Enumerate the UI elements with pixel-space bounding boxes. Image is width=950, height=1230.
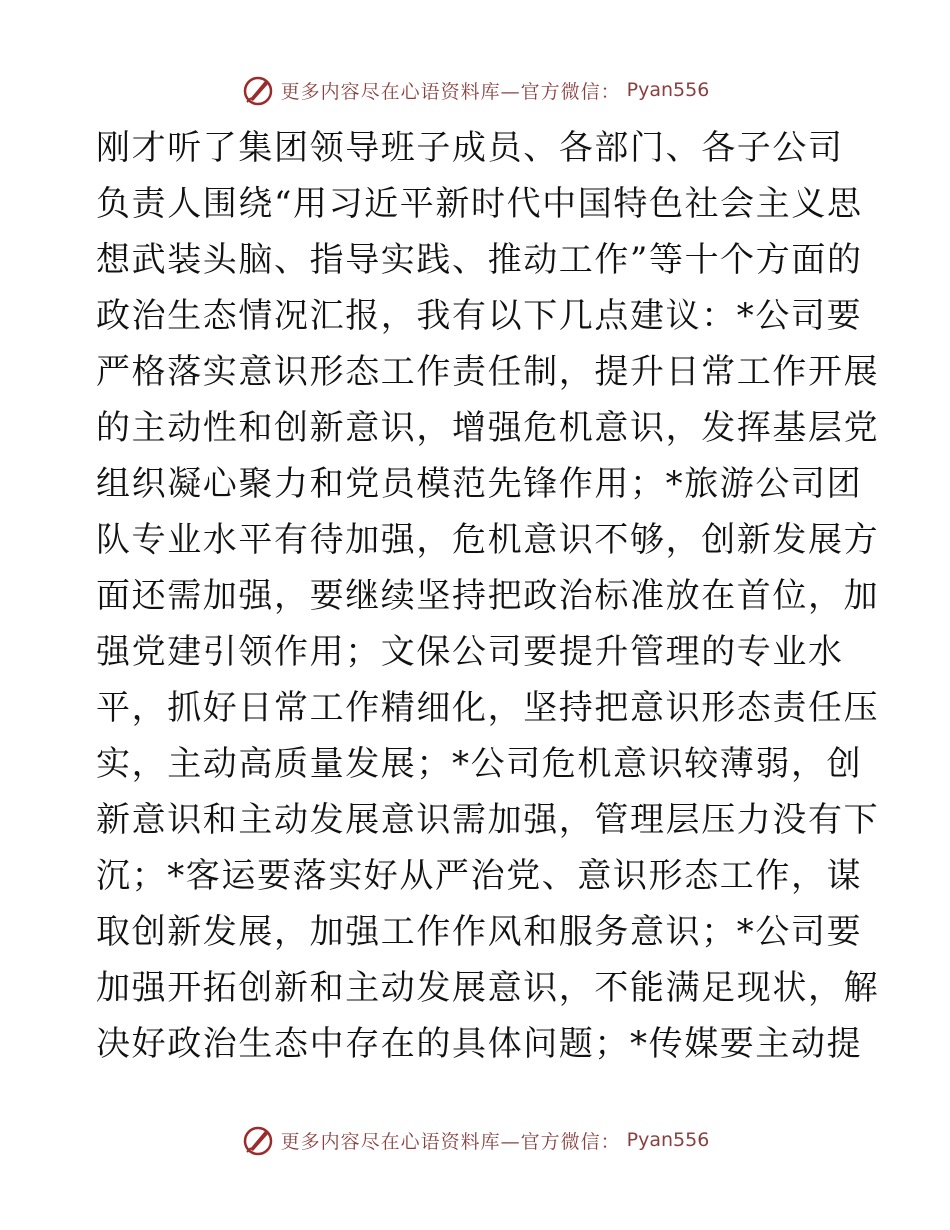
text-line: 决好政治生态中存在的具体问题；*传媒要主动提 (96, 1024, 863, 1064)
text-line: 的主动性和创新意识，增强危机意识，发挥基层党 (96, 408, 880, 448)
document-body (96, 120, 880, 1072)
text-line: 组织凝心聚力和党员模范先锋作用；*旅游公司团 (96, 464, 863, 504)
text-line: 实，主动高质量发展；*公司危机意识较薄弱，创 (96, 744, 863, 784)
watermark-text: 更多内容尽在心语资料库—官方微信： (280, 80, 621, 103)
text-line: 取创新发展，加强工作作风和服务意识；*公司要 (96, 912, 863, 952)
watermark-wechat-id: Pyan556 (626, 79, 710, 101)
quill-logo-icon (241, 1123, 275, 1157)
watermark-wechat-id: Pyan556 (626, 1129, 710, 1151)
text-line: 新意识和主动发展意识需加强，管理层压力没有下 (96, 800, 880, 840)
footer-watermark (0, 1120, 950, 1160)
text-line: 负责人围绕“用习近平新时代中国特色社会主义思 (96, 184, 863, 224)
text-line: 加强开拓创新和主动发展意识，不能满足现状，解 (96, 968, 880, 1008)
text-line: 队专业水平有待加强，危机意识不够，创新发展方 (96, 520, 880, 560)
text-line: 严格落实意识形态工作责任制，提升日常工作开展 (96, 352, 880, 392)
header-watermark (0, 70, 950, 110)
text-line: 想武装头脑、指导实践、推动工作”等十个方面的 (96, 240, 863, 280)
text-line: 强党建引领作用；文保公司要提升管理的专业水 (96, 632, 844, 672)
text-line: 沉；*客运要落实好从严治党、意识形态工作，谋 (96, 856, 863, 896)
text-line: 平，抓好日常工作精细化，坚持把意识形态责任压 (96, 688, 880, 728)
watermark-text: 更多内容尽在心语资料库—官方微信： (280, 1130, 621, 1153)
text-line: 政治生态情况汇报，我有以下几点建议：*公司要 (96, 296, 863, 336)
text-line: 面还需加强，要继续坚持把政治标准放在首位，加 (96, 576, 880, 616)
text-line: 刚才听了集团领导班子成员、各部门、各子公司 (96, 128, 844, 168)
quill-logo-icon (241, 73, 275, 107)
